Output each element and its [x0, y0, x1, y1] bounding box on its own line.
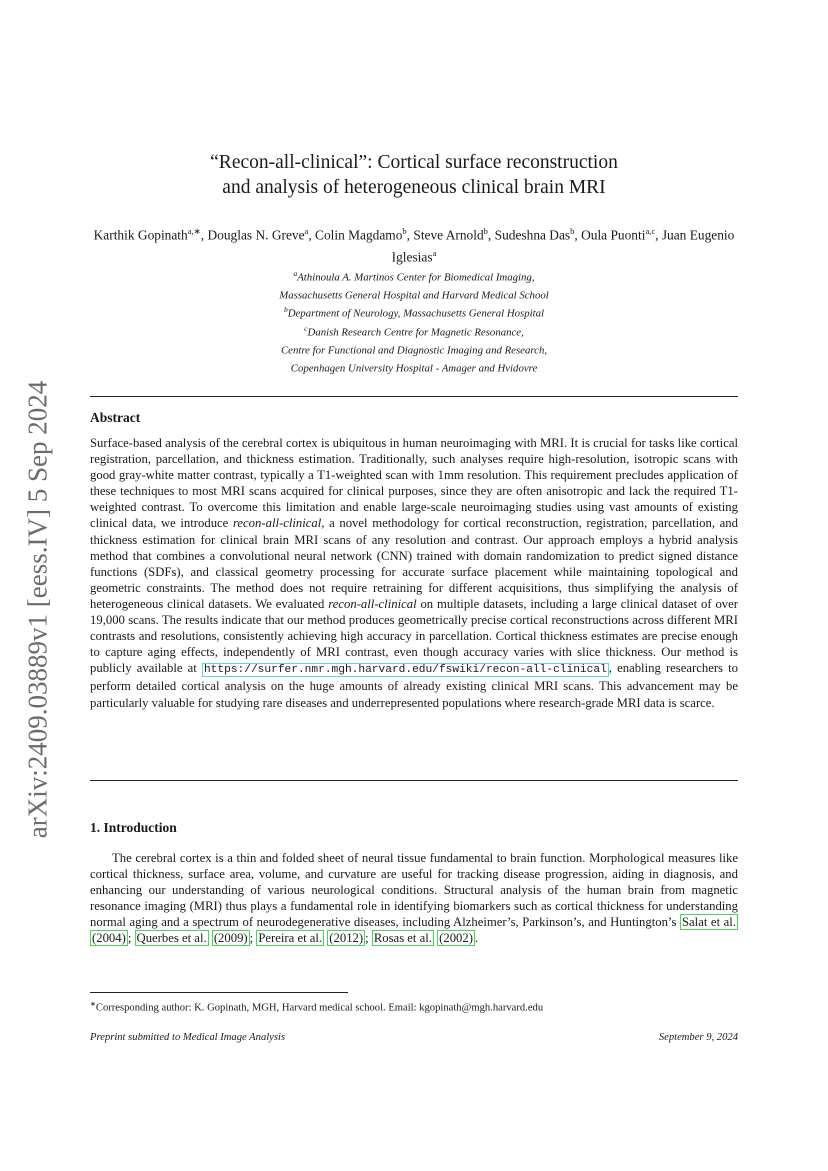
arxiv-id: arXiv:2409.03889v1 [eess.IV] 5 Sep 2024: [22, 380, 53, 839]
author-affil-mark: b: [402, 226, 407, 236]
affil-mark: c: [304, 323, 308, 333]
citation-link[interactable]: (2012): [329, 931, 364, 946]
citation-link[interactable]: Salat et al.: [681, 915, 736, 930]
citation-link[interactable]: Querbes et al.: [136, 931, 207, 946]
author: Colin Magdamo: [315, 227, 403, 243]
paper-title: [90, 150, 738, 200]
abstract-text: , a novel methodology for cortical reconstruction, registration, parcellation, and thickness estimation for clinical brain MRI scans of any resolution and contrast. Our approach employs a hybrid analysis method that combines a convolutional neural network (CNN) trained with domain randomization to predict signed distance functions (SDFs), and classical geometry processing for accurate surface placement while maintaining topological and geometric constraints. The method does not require retraining for different acquisitions, thus simplifying the analysis of heterogeneous clinical datasets. We evaluated: [90, 516, 738, 611]
author-list: Karthik Gopinath$^{a,∗}$, Douglas N. Greve$^a$, Colin Magdamo$^b$, Steve Arnold$^b$, Sudeshna Das$^b$, Oula Puonti$^{a,c}$, Juan Eugenio Iglesias$^a$: [93, 226, 735, 265]
abstract-bottom-rule: [90, 780, 738, 781]
author-affil-mark: a,∗: [187, 226, 201, 236]
footnote-mark: ∗: [90, 1000, 96, 1008]
citation-link[interactable]: (2002): [439, 931, 473, 946]
author-affil-mark: a,c: [645, 226, 656, 236]
author: Douglas N. Greve: [207, 227, 305, 243]
author-affil-mark: a: [304, 226, 309, 236]
sep: .: [474, 931, 479, 946]
method-name: recon-all-clinical: [232, 516, 322, 531]
title-line-2: and analysis of heterogeneous clinical brain MRI: [222, 177, 606, 198]
affiliation-line: [90, 285, 738, 303]
sep: ;: [365, 931, 372, 946]
author: Karthik Gopinath: [93, 227, 188, 243]
author-affil-mark: b: [483, 226, 488, 236]
author: Steve Arnold: [413, 227, 484, 243]
affil-text: Centre for Functional and Diagnostic Imaging and Research,: [280, 344, 548, 357]
author: Juan Eugenio Iglesias: [391, 227, 735, 265]
footnote-text: Corresponding author: K. Gopinath, MGH, Harvard medical school. Email: kgopinath@mgh.harvard.edu: [95, 1002, 544, 1014]
intro-text: The cerebral cortex is a thin and folded sheet of neural tissue fundamental to brain function. Morphological measures like cortical thickness, surface area, volume, and curvature are useful for tracking disease progression, aiding in diagnosis, and enhancing our understanding of various neurological conditions. Structural analysis of the human brain from magnetic resonance imaging (MRI) thus plays a fundamental role in identifying biomarkers such as cortical thickness for understanding normal aging and a spectrum of neurodegenerative diseases, including Alzheimer’s, Parkinson’s, and Huntington’s: [90, 851, 738, 930]
abstract-top-rule: [90, 396, 738, 397]
sep: ;: [127, 931, 135, 946]
introduction-body: [90, 850, 738, 947]
sep: ;: [249, 931, 257, 946]
citation-link[interactable]: Pereira et al.: [258, 931, 323, 946]
author-affil-mark: b: [570, 226, 575, 236]
section-heading-introduction: 1. Introduction: [90, 820, 177, 835]
citation-link[interactable]: Rosas et al.: [373, 931, 432, 946]
abstract-text: Surface-based analysis of the cerebral cortex is ubiquitous in human neuroimaging with MRI. It is crucial for tasks like cortical registration, parcellation, and thickness estimation. Traditionally, such analyses require high-resolution, isotropic scans with good gray-white matter contrast, typically a T1-weighted scan with 1mm resolution. This requirement precludes application of these techniques to most MRI scans acquired for clinical purposes, since they are often anisotropic and lack the required T1-weighted contrast. To overcome this limitation and enable large-scale neuroimaging studies using vast amounts of existing clinical data, we introduce: [90, 436, 738, 531]
footer-date: September 9, 2024: [658, 1032, 738, 1043]
affil-text: Department of Neurology, Massachusetts General Hospital: [287, 307, 545, 320]
footnote: [90, 997, 738, 1016]
affiliation-line: [90, 358, 738, 376]
affiliation-line: [90, 322, 738, 340]
affiliation-line: [90, 303, 738, 321]
affil-text: Athinoula A. Martinos Center for Biomedical Imaging,: [297, 271, 535, 284]
abstract-text: , enabling researchers to perform detailed cortical analysis on the huge amounts of already existing clinical MRI scans. This advancement may be particularly valuable for studying rare diseases and underrepresented populations where research-grade MRI data is scarce.: [90, 661, 739, 710]
affiliation-line: [90, 267, 738, 285]
footnote-rule: [90, 992, 348, 993]
affil-mark: b: [283, 305, 288, 315]
author: Oula Puonti: [581, 227, 646, 243]
citation-link[interactable]: (2009): [213, 931, 248, 946]
affil-text: Danish Research Centre for Magnetic Resonance,: [307, 326, 524, 339]
affil-text: Copenhagen University Hospital - Amager and Hvidovre: [290, 362, 538, 375]
affiliation-line: [90, 340, 738, 358]
affil-mark: a: [293, 269, 298, 278]
abstract-body: [90, 435, 738, 711]
affil-text: Massachusetts General Hospital and Harvard Medical School: [279, 289, 549, 302]
abstract-heading: Abstract: [90, 410, 141, 425]
footer-journal: Preprint submitted to Medical Image Analysis: [90, 1032, 286, 1043]
affiliations: [90, 267, 738, 376]
method-name: recon-all-clinical: [328, 596, 417, 611]
author: Sudeshna Das: [494, 227, 571, 243]
title-line-1: “Recon-all-clinical”: Cortical surface reconstruction: [210, 152, 618, 173]
citation-link[interactable]: (2004): [92, 931, 126, 946]
abstract-text: on multiple datasets, including a large clinical dataset of over 19,000 scans. The results indicate that our method produces geometrically precise cortical reconstructions across different MRI contrasts and resolutions, consistently achieving high accuracy in parcellation. Cortical thickness estimates are precise enough to capture aging effects, independently of MRI contrast, even though accuracy varies with slice thickness. Our method is publicly available at: [90, 596, 738, 676]
author-affil-mark: a: [432, 248, 437, 259]
project-url-link[interactable]: https://surfer.nmr.mgh.harvard.edu/fswiki/recon-all-clinical: [203, 664, 607, 677]
